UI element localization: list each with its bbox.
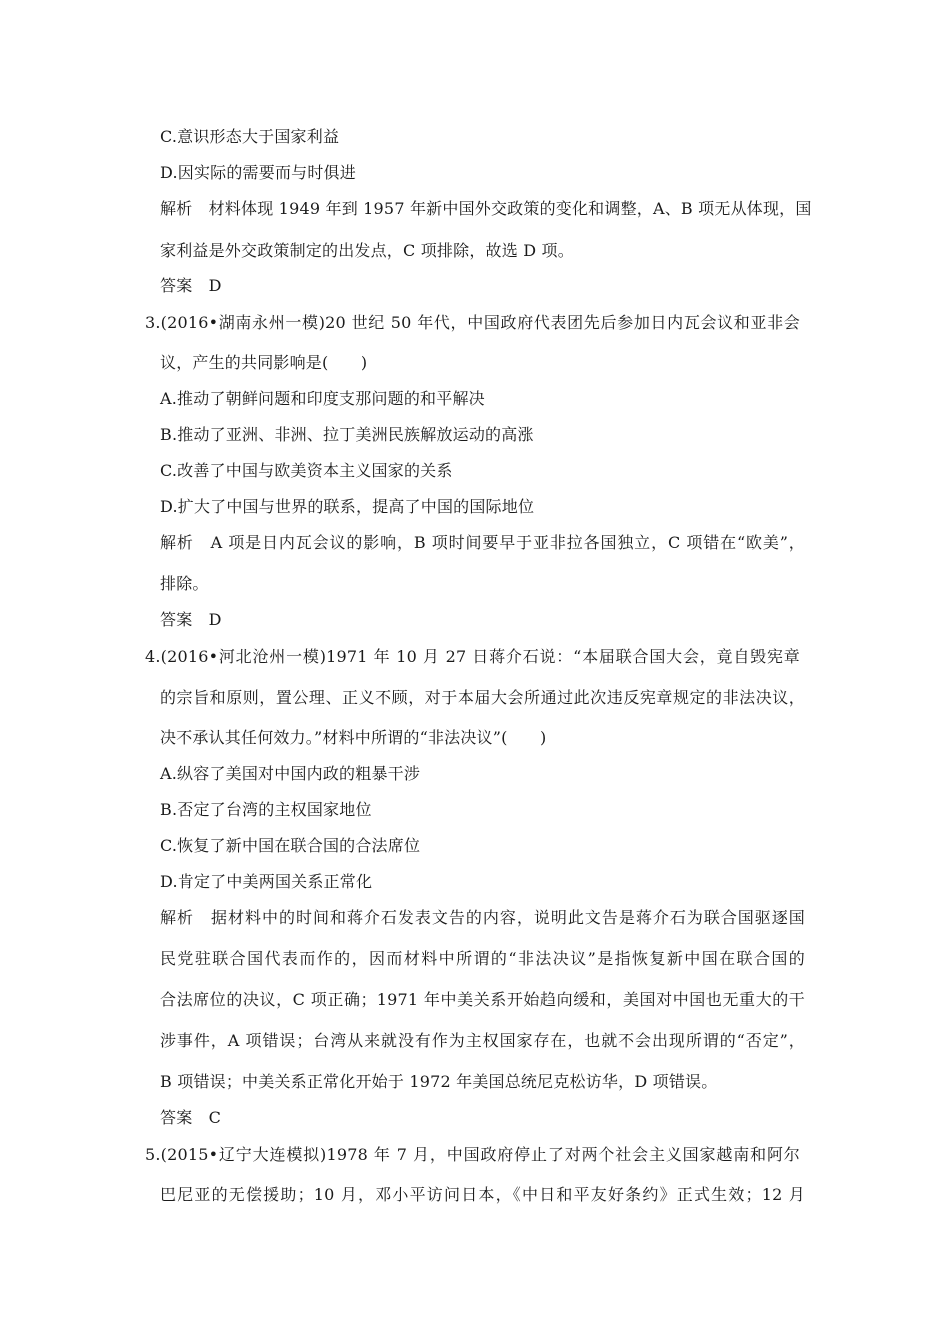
q3-stem-line-1: 3.(2016•湖南永州一模)20 世纪 50 年代，中国政府代表团先后参加日内瓦会议和亚非会: [145, 313, 800, 332]
q3-explanation-line-2: 排除。: [160, 574, 209, 593]
q4-option-c: C.恢复了新中国在联合国的合法席位: [160, 836, 421, 855]
q3-option-c: C.改善了中国与欧美资本主义国家的关系: [160, 461, 453, 480]
q4-answer: 答案 C: [160, 1108, 222, 1127]
q4-explanation-line-2: 民党驻联合国代表而作的，因而材料中所谓的“非法决议”是指恢复新中国在联合国的: [160, 949, 805, 968]
q4-option-b: B.否定了台湾的主权国家地位: [160, 800, 372, 819]
q4-option-d: D.肯定了中美两国关系正常化: [160, 872, 373, 891]
q2-option-d: D.因实际的需要而与时俱进: [160, 163, 356, 182]
q3-explanation-line-1: 解析 A 项是日内瓦会议的影响，B 项时间要早于亚非拉各国独立，C 项错在“欧美”，: [160, 533, 805, 552]
q3-option-d: D.扩大了中国与世界的联系，提高了中国的国际地位: [160, 497, 535, 516]
q2-answer: 答案 D: [160, 276, 222, 295]
q2-explanation-line-1: 解析 材料体现 1949 年到 1957 年新中国外交政策的变化和调整，A、B 项无从体现，国: [160, 199, 812, 218]
q5-stem-line-2: 巴尼亚的无偿援助；10 月，邓小平访问日本，《中日和平友好条约》正式生效；12 月: [160, 1185, 805, 1204]
q2-explanation-line-2: 家利益是外交政策制定的出发点，C 项排除，故选 D 项。: [160, 241, 574, 260]
q3-option-b: B.推动了亚洲、非洲、拉丁美洲民族解放运动的高涨: [160, 425, 534, 444]
q3-answer: 答案 D: [160, 610, 222, 629]
q4-stem-line-3: 决不承认其任何效力。”材料中所谓的“非法决议”( ): [160, 728, 547, 747]
q3-stem-line-2: 议，产生的共同影响是( ): [160, 353, 368, 372]
q2-option-c: C.意识形态大于国家利益: [160, 127, 340, 146]
q4-explanation-line-4: 涉事件，A 项错误；台湾从来就没有作为主权国家存在，也就不会出现所谓的“否定”，: [160, 1031, 805, 1050]
q5-stem-line-1: 5.(2015•辽宁大连模拟)1978 年 7 月，中国政府停止了对两个社会主义国家越南和阿尔: [145, 1145, 800, 1164]
q3-option-a: A.推动了朝鲜问题和印度支那问题的和平解决: [160, 389, 485, 408]
q4-stem-line-2: 的宗旨和原则，置公理、正义不顾，对于本届大会所通过此次违反宪章规定的非法决议，: [160, 688, 805, 707]
q4-stem-line-1: 4.(2016•河北沧州一模)1971 年 10 月 27 日蒋介石说：“本届联合国大会，竟自毁宪章: [145, 647, 800, 666]
q4-explanation-line-5: B 项错误；中美关系正常化开始于 1972 年美国总统尼克松访华，D 项错误。: [160, 1072, 718, 1091]
q4-explanation-line-1: 解析 据材料中的时间和蒋介石发表文告的内容，说明此文告是蒋介石为联合国驱逐国: [160, 908, 805, 927]
q4-option-a: A.纵容了美国对中国内政的粗暴干涉: [160, 764, 421, 783]
q4-explanation-line-3: 合法席位的决议，C 项正确；1971 年中美关系开始趋向缓和，美国对中国也无重大的干: [160, 990, 805, 1009]
